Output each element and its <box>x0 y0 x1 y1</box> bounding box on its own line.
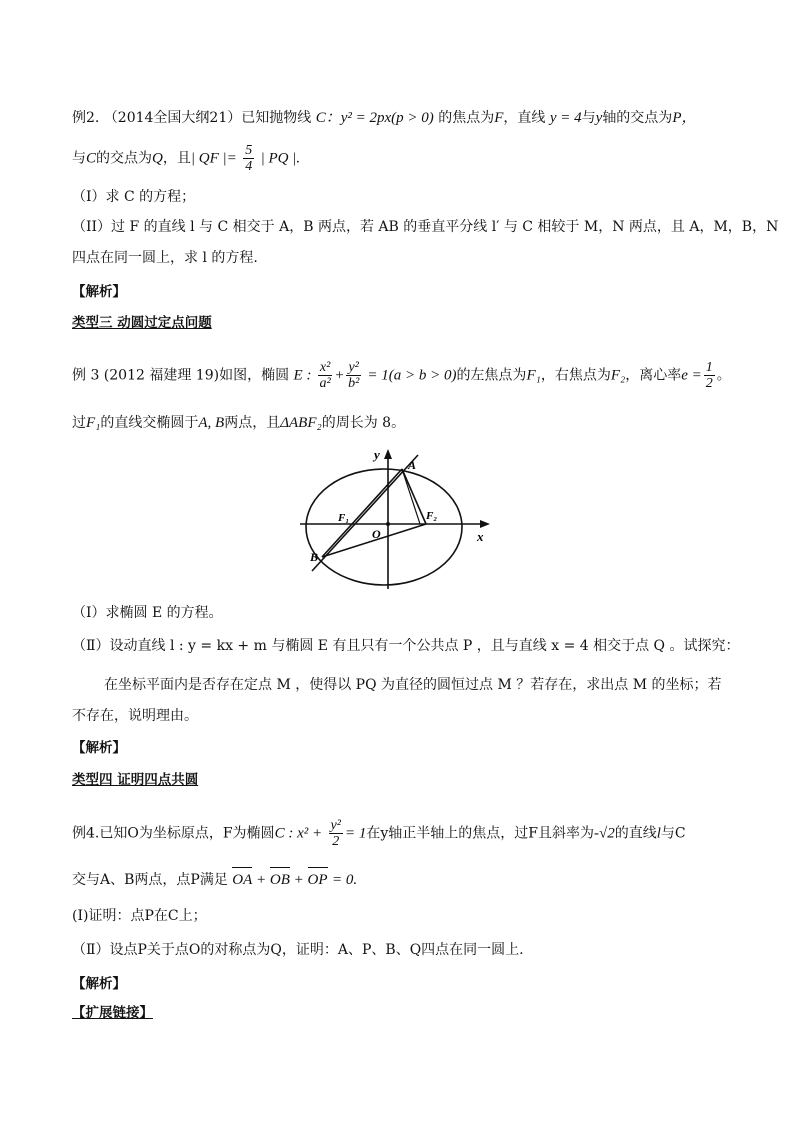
segment-AF2 <box>402 469 426 524</box>
frac-den: b² <box>348 376 360 391</box>
math-eq: = 1 <box>344 825 367 842</box>
text: 在y轴正半轴上的焦点，过F且斜率为 <box>366 825 594 842</box>
text: 例2. （2014全国大纲21）已知抛物线 <box>72 110 312 126</box>
frac-num: x² <box>319 360 331 375</box>
ex4-line1 <box>72 818 686 849</box>
math-eq: = 1(a > b > 0) <box>367 367 457 384</box>
ex3-part2-line1: （Ⅱ）设动直线 l : y = kx + m 与椭圆 E 有且只有一个公共点 P ，且与直线 x = 4 相交于点 Q 。试探究： <box>72 638 740 654</box>
math-F: F <box>494 110 504 126</box>
math-zero: = 0. <box>331 872 358 888</box>
math-e: e = <box>681 367 702 384</box>
text: 例4.已知O为坐标原点，F为椭圆 <box>72 825 275 842</box>
math-PQ: | PQ |. <box>260 150 301 167</box>
text: 与 <box>581 110 596 126</box>
vector-OP: OP <box>307 872 328 888</box>
plus-sign: + <box>334 367 345 384</box>
frac-num: 1 <box>705 360 713 375</box>
text: 两点，且 <box>224 415 281 431</box>
type4-heading: 类型四 证明四点共圆 <box>72 772 199 788</box>
extension-heading: 【扩展链接】 <box>72 1005 153 1021</box>
fraction-5-4 <box>243 143 254 174</box>
text: ，右焦点为 <box>540 367 611 384</box>
text: 的直线 <box>614 825 657 842</box>
frac-den: a² <box>319 376 331 391</box>
frac-num: 5 <box>245 143 253 158</box>
text: 与C <box>660 825 686 842</box>
text: 。 <box>716 367 731 384</box>
frac-den: 2 <box>705 376 713 391</box>
math-slope: -√2 <box>593 825 615 842</box>
math-ellipse: C : x² + <box>274 825 323 842</box>
ex3-part1: （Ⅰ）求椭圆 E 的方程。 <box>72 605 223 621</box>
fraction-y2-2 <box>329 818 343 849</box>
y-label: y <box>374 447 380 462</box>
text: 交与A、B两点，点P满足 <box>72 872 228 888</box>
ex2-part2-line1: （II）过 F 的直线 l 与 C 相交于 A，B 两点，若 AB 的垂直平分线 l′ 与 C 相较于 M，N 两点，且 A，M，B，N <box>72 219 779 235</box>
label-F1: F₁ <box>338 512 350 524</box>
text: 的周长为 8。 <box>321 415 406 431</box>
type3-heading: 类型三 动圆过定点问题 <box>72 315 212 331</box>
math-AB: A, B <box>198 415 225 431</box>
ex2-line2 <box>72 143 300 174</box>
text: 轴的交点为 <box>602 110 673 126</box>
line-through-F1 <box>312 455 418 571</box>
math-P: P， <box>672 110 697 126</box>
ex3-line1 <box>72 360 731 391</box>
math-QF: | QF |= <box>190 150 237 167</box>
text: 过 <box>72 415 86 431</box>
ex2-part2-line2: 四点在同一圆上，求 l 的方程. <box>72 250 258 266</box>
ex4-part1: (Ⅰ)证明：点P在C上； <box>72 908 207 924</box>
frac-den: 2 <box>332 834 340 849</box>
math-l: l <box>656 825 661 842</box>
math-Q: Q <box>152 150 163 167</box>
fraction-x2-a2 <box>318 360 332 391</box>
math-line: y = 4 <box>549 110 582 126</box>
math-y: y <box>595 110 603 126</box>
ex4-analysis: 【解析】 <box>72 976 126 992</box>
text: 例 3 (2012 福建理 19)如图，椭圆 <box>72 367 290 384</box>
text: 的交点为 <box>96 150 153 167</box>
label-A: A <box>408 458 417 472</box>
ex3-part2-line2: 在坐标平面内是否存在定点 M ，使得以 PQ 为直径的圆恒过点 M ？若存在，求出点 M 的坐标；若 <box>104 677 722 693</box>
math-F2: F₂ <box>610 367 626 384</box>
frac-den: 4 <box>245 159 253 174</box>
x-label: x <box>477 529 484 544</box>
vector-OA: OA <box>232 872 253 888</box>
label-B: B <box>310 550 319 564</box>
ellipse-curve <box>306 469 462 585</box>
math-parabola: C：y² = 2px(p > 0) <box>315 110 434 126</box>
ex3-part2-line3: 不存在，说明理由。 <box>72 708 198 724</box>
ex3-analysis: 【解析】 <box>72 740 126 756</box>
ex3-line2 <box>72 413 405 433</box>
frac-num: y² <box>348 360 359 375</box>
origin-point <box>386 522 390 526</box>
ex2-line1 <box>72 108 696 128</box>
ex4-line2: 交与A、B两点，点P满足 OA + OB + OP = 0. <box>72 872 358 888</box>
label-F2: F₂ <box>426 510 438 522</box>
y-axis-arrow <box>384 449 392 459</box>
ex2-analysis: 【解析】 <box>72 284 126 300</box>
math-triangle: ΔABF₂ <box>280 415 322 431</box>
text: ，直线 <box>503 110 546 126</box>
text: 的直线交椭圆于 <box>100 415 199 431</box>
math-F1: F₁ <box>86 415 101 431</box>
ex2-part1: （I）求 C 的方程； <box>72 189 196 205</box>
fraction-y2-b2 <box>346 360 360 391</box>
x-axis-arrow <box>480 520 490 528</box>
text: ，离心率 <box>625 367 682 384</box>
text: 与 <box>72 150 86 167</box>
math-C: C <box>86 150 97 167</box>
math-E: E : <box>293 367 312 384</box>
math-F1: F₁ <box>526 367 541 384</box>
label-O: O <box>372 527 381 541</box>
text: 的左焦点为 <box>456 367 527 384</box>
ex4-part2: （Ⅱ）设点P关于点O的对称点为Q，证明：A、P、B、Q四点在同一圆上. <box>72 942 524 958</box>
frac-num: y² <box>330 818 341 833</box>
text: 的焦点为 <box>438 110 495 126</box>
segment-A-foot <box>402 469 420 524</box>
fraction-1-2 <box>704 360 715 391</box>
vector-OB: OB <box>269 872 290 888</box>
text: ，且 <box>162 150 191 167</box>
ellipse-figure <box>300 445 495 593</box>
